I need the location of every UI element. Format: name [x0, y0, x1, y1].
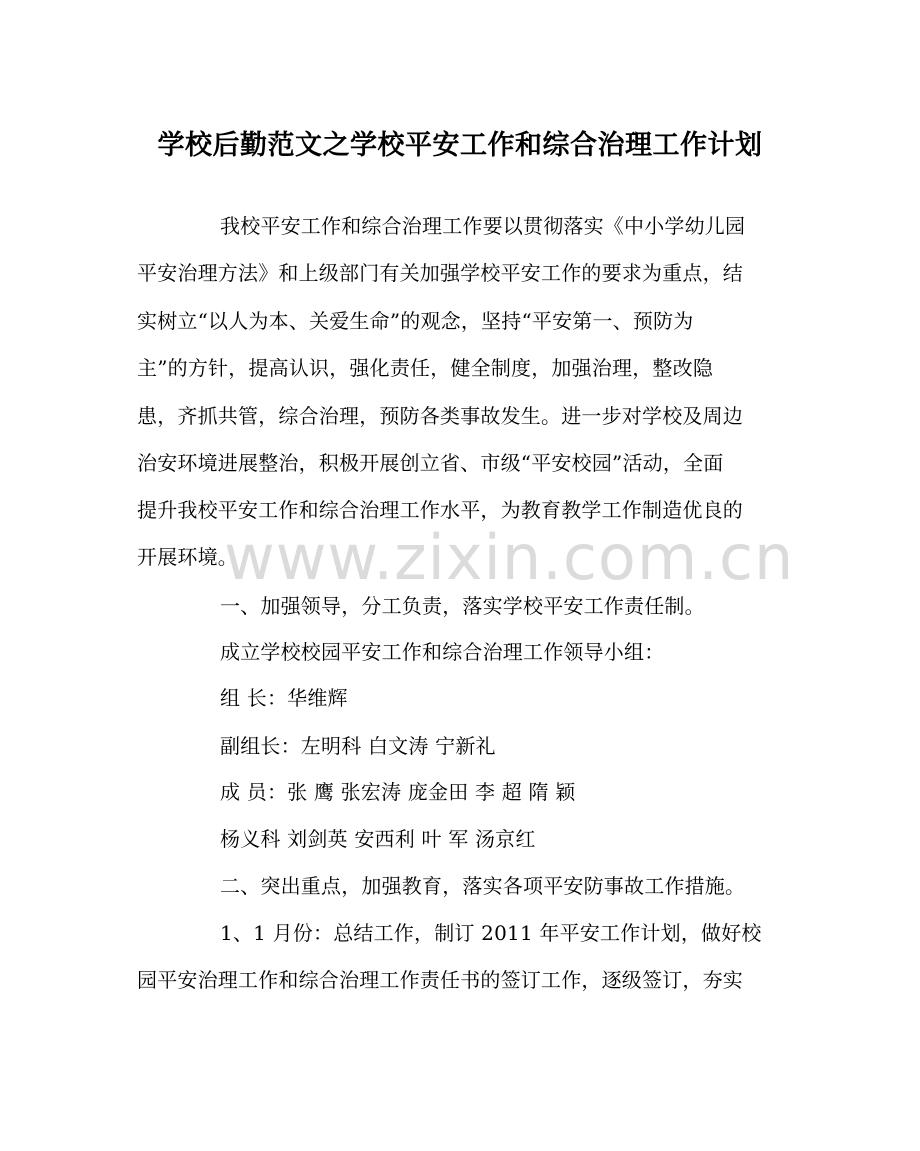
paragraph-line: 开展环境。	[137, 545, 238, 569]
paragraph-line: 患，齐抓共管，综合治理，预防各类事故发生。进一步对学校及周边	[137, 404, 743, 428]
paragraph-line: 提升我校平安工作和综合治理工作水平，为教育教学工作制造优良的	[137, 498, 743, 522]
paragraph-line: 治安环境进展整治，积极开展创立省、市级“平安校园”活动，全面	[137, 451, 724, 475]
group-intro: 成立学校校园平安工作和综合治理工作领导小组：	[220, 640, 665, 664]
leader-line: 组 长：华维辉	[220, 686, 348, 710]
paragraph-line: 实树立“以人为本、关爱生命”的观念，坚持“平安第一、预防为	[137, 309, 694, 333]
item-1-line: 1、1 月份：总结工作，制订 2011 年平安工作计划，做好校	[220, 921, 762, 945]
section-2-heading: 二、突出重点，加强教育，落实各项平安防事故工作措施。	[220, 874, 746, 898]
paragraph-line: 平安治理方法》和上级部门有关加强学校平安工作的要求为重点，结	[137, 261, 743, 285]
document-title: 学校后勤范文之学校平安工作和综合治理工作计划	[157, 130, 763, 161]
item-1-line: 园平安治理工作和综合治理工作责任书的签订工作，逐级签订，夯实	[137, 968, 743, 992]
paragraph-line: 主”的方针，提高认识，强化责任，健全制度，加强治理，整改隐	[137, 356, 714, 380]
members-line: 成 员：张 鹰 张宏涛 庞金田 李 超 隋 颖	[220, 780, 576, 804]
members-line: 杨义科 刘剑英 安西利 叶 军 汤京红	[220, 827, 536, 851]
deputy-leaders-line: 副组长：左明科 白文涛 宁新礼	[220, 734, 496, 758]
paragraph-line: 我校平安工作和综合治理工作要以贯彻落实《中小学幼儿园	[220, 214, 746, 238]
section-1-heading: 一、加强领导，分工负责，落实学校平安工作责任制。	[220, 594, 705, 618]
watermark-text: www.zixin.com.cn	[224, 521, 795, 594]
